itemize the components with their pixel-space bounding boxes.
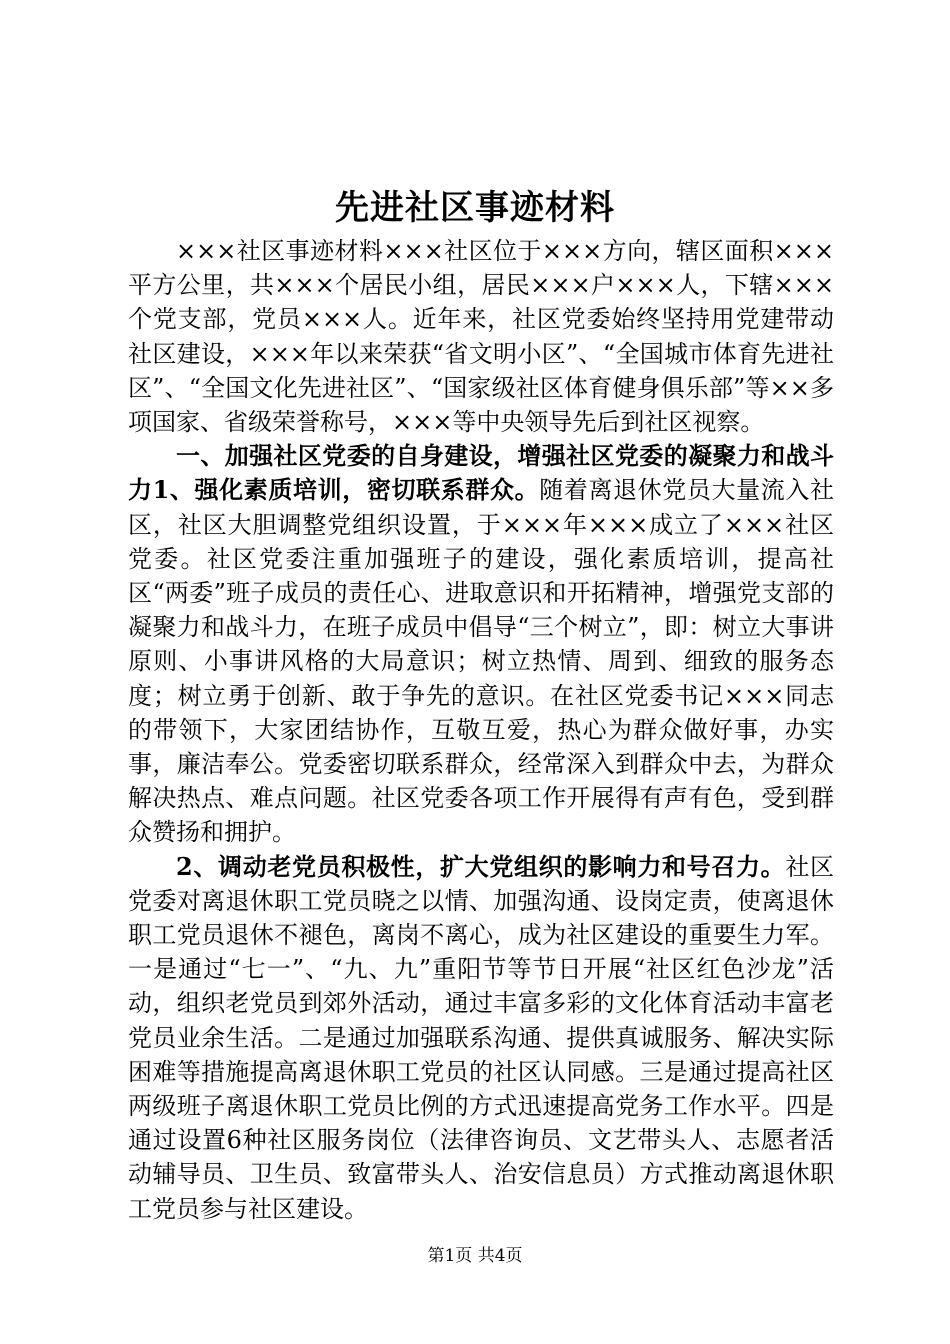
paragraph-section-1 xyxy=(128,439,834,849)
document-body xyxy=(128,234,834,1226)
paragraph-section-1-heading: 一、加强社区党委的自身建设，增强社区党委的凝聚力和战斗力1、强化素质培训，密切联系群众。 xyxy=(128,441,834,505)
paragraph-section-2 xyxy=(128,850,834,1226)
paragraph-section-1-text: 随着离退休党员大量流入社区，社区大胆调整党组织设置，于×××年×××成立了×××社区党委。社区党委注重加强班子的建设，强化素质培训，提高社区“两委”班子成员的责任心、进取意识和开拓精神，增强党支部的凝聚力和战斗力，在班子成员中倡导“三个树立”，即：树立大事讲原则、小事讲风格的大局意识；树立热情、周到、细致的服务态度；树立勇于创新、敢于争先的意识。在社区党委书记×××同志的带领下，大家团结协作，互敬互爱，热心为群众做好事，办实事，廉洁奉公。党委密切联系群众，经常深入到群众中去，为群众解决热点、难点问题。社区党委各项工作开展得有声有色，受到群众赞扬和拥护。 xyxy=(128,476,834,847)
paragraph-intro xyxy=(128,234,834,439)
page-number-footer: 第1页 共4页 xyxy=(427,1246,523,1266)
document-title: 先进社区事迹材料 xyxy=(335,188,615,228)
paragraph-section-2-heading: 2、调动老党员积极性，扩大党组织的影响力和号召力。 xyxy=(176,851,786,881)
paragraph-intro-text: ×××社区事迹材料×××社区位于×××方向，辖区面积×××平方公里，共×××个居民小组，居民×××户×××人，下辖×××个党支部，党员×××人。近年来，社区党委始终坚持用党建带动社区建设，×××年以来荣获“省文明小区”、“全国城市体育先进社区”、“全国文化先进社区”、“国家级社区体育健身俱乐部”等××多项国家、省级荣誉称号，×××等中央领导先后到社区视察。 xyxy=(128,237,834,437)
paragraph-section-2-text: 社区党委对离退休职工党员晓之以情、加强沟通、设岗定责，使离退休职工党员退休不褪色，离岗不离心，成为社区建设的重要生力军。一是通过“七一”、“九、九”重阳节等节日开展“社区红色沙龙”活动，组织老党员到郊外活动，通过丰富多彩的文化体育活动丰富老党员业余生活。二是通过加强联系沟通、提供真诚服务、解决实际困难等措施提高离退休职工党员的社区认同感。三是通过提高社区两级班子离退休职工党员比例的方式迅速提高党务工作水平。四是通过设置6种社区服务岗位（法律咨询员、文艺带头人、志愿者活动辅导员、卫生员、致富带头人、治安信息员）方式推动离退休职工党员参与社区建设。 xyxy=(128,852,835,1223)
